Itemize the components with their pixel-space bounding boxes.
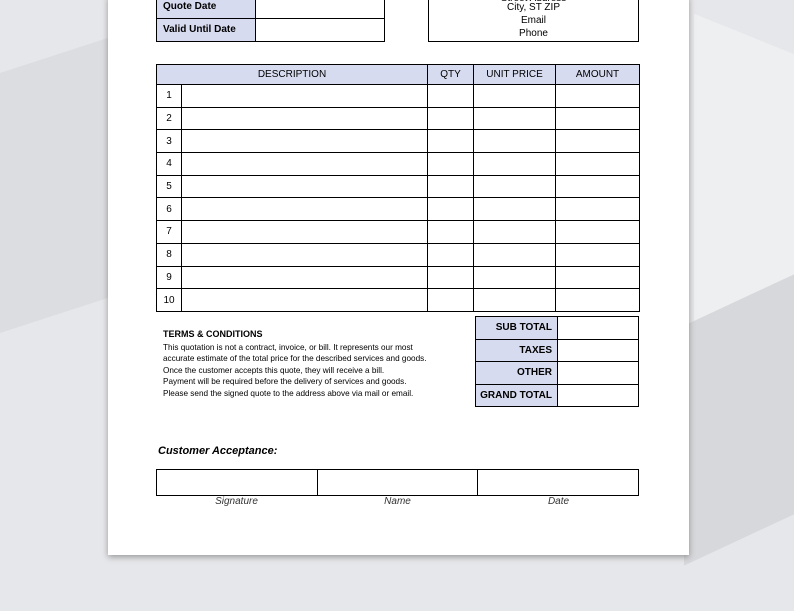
qty-cell[interactable]	[428, 289, 474, 312]
qty-cell[interactable]	[428, 107, 474, 130]
table-row	[157, 130, 640, 153]
table-row	[157, 85, 640, 108]
description-cell[interactable]	[182, 130, 428, 153]
amount-cell[interactable]	[556, 153, 640, 176]
valid-until-row	[157, 18, 384, 41]
qty-cell[interactable]	[428, 130, 474, 153]
description-cell[interactable]	[182, 221, 428, 244]
taxes-row	[476, 339, 639, 362]
qty-cell[interactable]	[428, 153, 474, 176]
unit-price-cell[interactable]	[474, 107, 556, 130]
totals-table	[475, 316, 639, 407]
signature-fields	[156, 469, 639, 496]
quote-info-box	[156, 0, 385, 42]
amount-cell[interactable]	[556, 107, 640, 130]
other-value[interactable]	[558, 362, 639, 385]
sub-total-label: SUB TOTAL	[476, 317, 558, 340]
sub-total-value[interactable]	[558, 317, 639, 340]
qty-cell[interactable]	[428, 85, 474, 108]
amount-cell[interactable]	[556, 243, 640, 266]
table-row	[157, 221, 640, 244]
description-header: DESCRIPTION	[157, 65, 428, 85]
row-number: 2	[157, 107, 182, 130]
signature-field[interactable]	[157, 470, 318, 495]
description-cell[interactable]	[182, 198, 428, 221]
terms-line: Please send the signed quote to the address above via mail or email.	[163, 388, 414, 398]
table-row	[157, 175, 640, 198]
signature-label: Signature	[215, 496, 258, 507]
other-label: OTHER	[476, 362, 558, 385]
amount-cell[interactable]	[556, 130, 640, 153]
taxes-label: TAXES	[476, 339, 558, 362]
description-cell[interactable]	[182, 243, 428, 266]
date-field[interactable]	[478, 470, 638, 495]
terms-heading: TERMS & CONDITIONS	[163, 329, 263, 339]
customer-info-box	[428, 0, 639, 42]
items-header-row	[157, 65, 640, 85]
table-row	[157, 243, 640, 266]
grand-total-value[interactable]	[558, 384, 639, 407]
description-cell[interactable]	[182, 175, 428, 198]
customer-city: City, ST ZIP	[507, 2, 560, 13]
sub-total-row	[476, 317, 639, 340]
amount-cell[interactable]	[556, 175, 640, 198]
terms-line: accurate estimate of the total price for the described services and goods.	[163, 354, 427, 364]
grand-total-label: GRAND TOTAL	[476, 384, 558, 407]
description-cell[interactable]	[182, 85, 428, 108]
amount-cell[interactable]	[556, 221, 640, 244]
amount-cell[interactable]	[556, 289, 640, 312]
unit-price-header: UNIT PRICE	[474, 65, 556, 85]
row-number: 9	[157, 266, 182, 289]
description-cell[interactable]	[182, 107, 428, 130]
qty-cell[interactable]	[428, 266, 474, 289]
qty-header: QTY	[428, 65, 474, 85]
unit-price-cell[interactable]	[474, 130, 556, 153]
unit-price-cell[interactable]	[474, 289, 556, 312]
table-row	[157, 266, 640, 289]
unit-price-cell[interactable]	[474, 153, 556, 176]
description-cell[interactable]	[182, 266, 428, 289]
row-number: 3	[157, 130, 182, 153]
amount-header: AMOUNT	[556, 65, 640, 85]
quote-date-row	[157, 0, 384, 18]
valid-until-label: Valid Until Date	[157, 19, 256, 41]
row-number: 10	[157, 289, 182, 312]
table-row	[157, 198, 640, 221]
items-table	[156, 64, 640, 312]
unit-price-cell[interactable]	[474, 266, 556, 289]
table-row	[157, 107, 640, 130]
amount-cell[interactable]	[556, 198, 640, 221]
amount-cell[interactable]	[556, 266, 640, 289]
unit-price-cell[interactable]	[474, 243, 556, 266]
unit-price-cell[interactable]	[474, 175, 556, 198]
name-field[interactable]	[318, 470, 479, 495]
quote-date-label: Quote Date	[157, 0, 256, 18]
background-shape	[0, 34, 120, 346]
table-row	[157, 153, 640, 176]
qty-cell[interactable]	[428, 243, 474, 266]
background-shape	[684, 274, 794, 565]
qty-cell[interactable]	[428, 175, 474, 198]
grand-total-row	[476, 384, 639, 407]
qty-cell[interactable]	[428, 221, 474, 244]
unit-price-cell[interactable]	[474, 85, 556, 108]
customer-email: Email	[520, 15, 546, 26]
unit-price-cell[interactable]	[474, 221, 556, 244]
other-row	[476, 362, 639, 385]
unit-price-cell[interactable]	[474, 198, 556, 221]
row-number: 5	[157, 175, 182, 198]
table-row	[157, 289, 640, 312]
customer-phone: Phone	[519, 28, 548, 39]
quote-document-page	[108, 0, 689, 555]
customer-acceptance-title: Customer Acceptance:	[158, 445, 278, 457]
description-cell[interactable]	[182, 153, 428, 176]
name-label: Name	[384, 496, 411, 507]
row-number: 8	[157, 243, 182, 266]
description-cell[interactable]	[182, 289, 428, 312]
taxes-value[interactable]	[558, 339, 639, 362]
terms-line: This quotation is not a contract, invoice, or bill. It represents our most	[163, 342, 413, 352]
row-number: 4	[157, 153, 182, 176]
row-number: 1	[157, 85, 182, 108]
date-label: Date	[547, 496, 570, 507]
amount-cell[interactable]	[556, 85, 640, 108]
qty-cell[interactable]	[428, 198, 474, 221]
signature-labels	[156, 496, 639, 507]
terms-and-conditions	[163, 329, 463, 400]
row-number: 6	[157, 198, 182, 221]
terms-line: Once the customer accepts this quote, they will receive a bill.	[163, 365, 385, 375]
row-number: 7	[157, 221, 182, 244]
terms-line: Payment will be required before the delivery of services and goods.	[163, 377, 407, 387]
